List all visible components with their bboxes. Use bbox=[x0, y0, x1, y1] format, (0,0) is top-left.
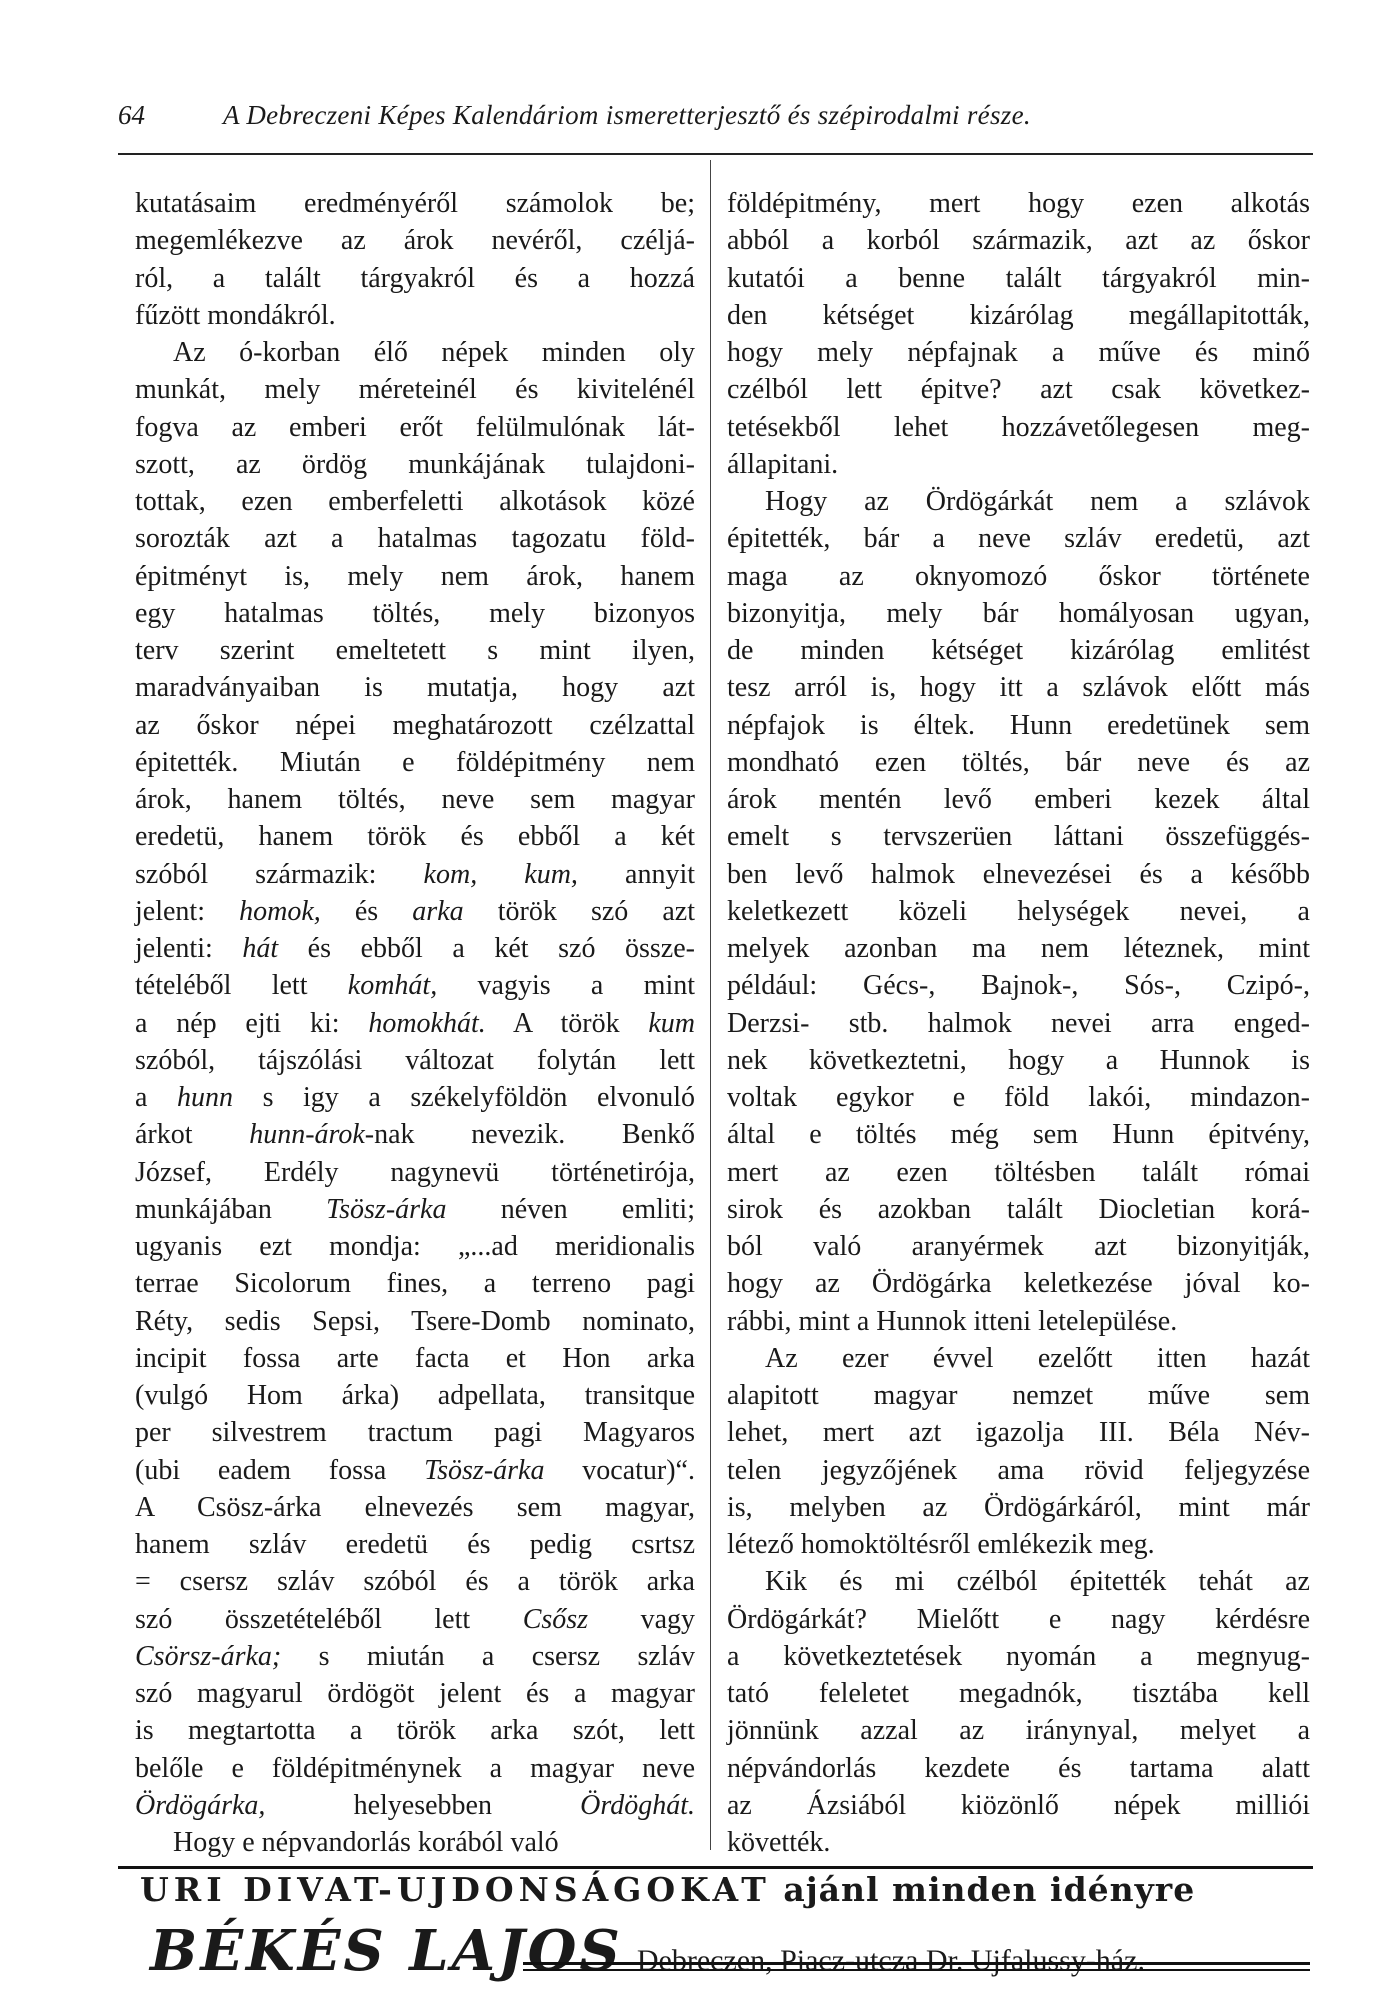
italic-term: kum bbox=[648, 1007, 696, 1039]
advertisement-merchant bbox=[150, 1918, 1145, 1984]
running-header bbox=[118, 100, 1313, 140]
text-line: József, Erdély nagynevü történetirója, bbox=[135, 1156, 695, 1188]
merchant-address: Debreczen, Piacz-utcza Dr. Ujfalussy-ház. bbox=[636, 1944, 1145, 1977]
right-column bbox=[727, 185, 1310, 1861]
text-line: földépitmény, mert hogy ezen alkotás bbox=[727, 188, 1310, 219]
text-line: (ubi eadem fossa Tsösz-árka vocatur)“. bbox=[135, 1454, 695, 1486]
running-title: A Debreczeni Képes Kalendáriom ismeretterjesztő és szépirodalmi része. bbox=[223, 100, 1031, 130]
text-line: által e töltés még sem Hunn épitvény, bbox=[727, 1119, 1310, 1151]
text-line: árok, hanem töltés, neve sem magyar bbox=[135, 784, 695, 815]
text-line: de minden kétséget kizárólag emlitést bbox=[727, 635, 1310, 666]
text-line: munkájában Tsösz-árka néven emliti; bbox=[135, 1193, 695, 1225]
text-line: tottak, ezen emberfeletti alkotások közé bbox=[135, 486, 695, 517]
text-line: is megtartotta a török arka szót, lett bbox=[135, 1715, 695, 1747]
text-line: munkát, mely méreteinél és kivitelénél bbox=[135, 374, 695, 406]
text-line: követték. bbox=[727, 1827, 831, 1858]
text-line: emelt s tervszerüen láttani összefüggés- bbox=[727, 821, 1310, 853]
column-divider bbox=[710, 160, 711, 1850]
italic-term: kom, kum, bbox=[423, 858, 578, 890]
text-line: ben levő halmok elnevezései és a később bbox=[727, 858, 1310, 890]
text-line: épitményt is, mely nem árok, hanem bbox=[135, 560, 695, 592]
page-number: 64 bbox=[118, 100, 145, 130]
text-line: alapitott magyar nemzet műve sem bbox=[727, 1380, 1310, 1411]
text-line: mondható ezen töltés, bár neve és az bbox=[727, 746, 1310, 778]
text-line: szóból, tájszólási változat folytán lett bbox=[135, 1044, 695, 1076]
italic-term: Csősz bbox=[522, 1603, 589, 1635]
italic-term: Ördögárka, bbox=[135, 1789, 266, 1821]
text-line: szó összetételéből lett Csősz vagy bbox=[135, 1603, 696, 1635]
text-line: hogy az Ördögárka keletkezése jóval ko- bbox=[727, 1268, 1310, 1300]
text-line: rábbi, mint a Hunnok itteni letelepülése. bbox=[727, 1305, 1178, 1337]
text-line: népfajok is éltek. Hunn eredetünek sem bbox=[727, 709, 1310, 741]
text-line: Az ó-korban élő népek minden oly bbox=[173, 337, 695, 368]
text-line: telen jegyzőjének ama rövid feljegyzése bbox=[727, 1454, 1310, 1486]
text-line: czélból lett épitve? azt csak következ- bbox=[727, 374, 1310, 406]
text-line: létező homoktöltésről emlékezik meg. bbox=[727, 1529, 1155, 1560]
italic-term: arka bbox=[412, 895, 464, 927]
text-line: megemlékezve az árok nevéről, czéljá- bbox=[135, 225, 695, 257]
text-line: népvándorlás kezdete és tartama alatt bbox=[727, 1752, 1310, 1784]
text-line: maradványaiban is mutatja, hogy azt bbox=[135, 672, 695, 704]
text-line: hogy mely népfajnak a műve és minő bbox=[727, 337, 1310, 368]
text-line: ról, a talált tárgyakról és a hozzá bbox=[135, 262, 695, 294]
text-line: az őskor népei meghatározott czélzattal bbox=[135, 709, 695, 741]
address-double-rule bbox=[523, 1962, 1310, 1971]
text-line: például: Gécs-, Bajnok-, Sós-, Czipó-, bbox=[727, 970, 1310, 1002]
italic-term: homokhát. bbox=[368, 1007, 486, 1039]
text-line: kutatói a benne talált tárgyakról min- bbox=[727, 262, 1310, 294]
text-line: szóból származik: kom, kum, annyit bbox=[135, 858, 696, 890]
text-line: eredetü, hanem török és ebből a két bbox=[135, 821, 695, 853]
text-line: szott, az ördög munkájának tulajdoni- bbox=[135, 448, 695, 480]
text-line: lehet, mert azt igazolja III. Béla Név- bbox=[727, 1417, 1310, 1449]
text-line: Az ezer évvel ezelőtt itten hazát bbox=[765, 1342, 1310, 1374]
text-line: terv szerint emeltetett s mint ilyen, bbox=[135, 635, 695, 666]
text-line: szó magyarul ördögöt jelent és a magyar bbox=[135, 1678, 695, 1709]
italic-term: homok, bbox=[239, 895, 321, 927]
italic-term: Tsösz-árka bbox=[326, 1193, 447, 1225]
text-line: a következtetések nyomán a megnyug- bbox=[727, 1640, 1310, 1672]
text-line: voltak egykor e föld lakói, mindazon- bbox=[727, 1082, 1310, 1113]
text-line: Csörsz-árka; s miután a csersz szláv bbox=[135, 1640, 695, 1672]
text-line: hanem szláv eredetü és pedig csrtsz bbox=[135, 1529, 695, 1560]
text-line: tesz arról is, hogy itt a szlávok előtt más bbox=[727, 672, 1310, 704]
text-line: kutatásaim eredményéről számolok be; bbox=[135, 188, 695, 219]
italic-term: komhát, bbox=[347, 970, 438, 1002]
text-line: épitették, bár a neve szláv eredetü, azt bbox=[727, 523, 1310, 555]
text-line: árkot hunn-árok-nak nevezik. Benkő bbox=[135, 1119, 696, 1151]
merchant-name: BÉKÉS LAJOS bbox=[150, 1918, 623, 1984]
italic-term: Tsösz-árka bbox=[424, 1454, 545, 1486]
text-line: tetésekből lehet hozzávetőlegesen meg- bbox=[727, 411, 1310, 443]
text-line: (vulgó Hom árka) adpellata, transitque bbox=[135, 1380, 695, 1411]
text-line: jelenti: hát és ebből a két szó össze- bbox=[135, 933, 695, 964]
italic-term: hát bbox=[242, 933, 279, 964]
text-line: állapitani. bbox=[727, 448, 839, 480]
text-line: melyek azonban ma nem léteznek, mint bbox=[727, 933, 1310, 964]
text-line: jelent: homok, és arka török szó azt bbox=[135, 895, 696, 927]
text-line: per silvestrem tractum pagi Magyaros bbox=[135, 1417, 695, 1449]
text-line: keletkezett közeli helységek nevei, a bbox=[727, 895, 1310, 927]
text-line: nek következtetni, hogy a Hunnok is bbox=[727, 1044, 1310, 1076]
advertisement-headline bbox=[140, 1870, 1310, 1909]
text-line: bizonyitja, mely bár homályosan ugyan, bbox=[727, 597, 1310, 629]
text-line: a nép ejti ki: homokhát. A török kum bbox=[135, 1007, 696, 1039]
text-line: fogva az emberi erőt felülmulónak lát- bbox=[135, 411, 695, 443]
text-line: Hogy e népvandorlás korából való bbox=[173, 1827, 559, 1858]
italic-term: Csörsz-árka; bbox=[135, 1640, 282, 1672]
text-line: egy hatalmas töltés, mely bizonyos bbox=[135, 597, 695, 629]
text-line: is, melyben az Ördögárkáról, mint már bbox=[727, 1491, 1310, 1523]
text-line: Réty, sedis Sepsi, Tsere-Domb nominato, bbox=[135, 1305, 695, 1337]
text-line: abból a korból származik, azt az őskor bbox=[727, 225, 1310, 257]
text-line: az Ázsiából kiözönlő népek milliói bbox=[727, 1789, 1310, 1821]
advertisement-rule bbox=[118, 1866, 1313, 1869]
text-line: épitették. Miután e földépitmény nem bbox=[135, 746, 695, 778]
text-line: Kik és mi czélból épitették tehát az bbox=[765, 1566, 1310, 1598]
text-line: = csersz szláv szóból és a török arka bbox=[135, 1566, 695, 1598]
text-line: ugyanis ezt mondja: „...ad meridionalis bbox=[135, 1231, 695, 1262]
left-column bbox=[135, 185, 695, 1861]
ad-headline-rest: ajánl minden idényre bbox=[783, 1870, 1196, 1909]
text-line: mert az ezen töltésben talált római bbox=[727, 1156, 1310, 1188]
text-line: árok mentén levő emberi kezek által bbox=[727, 784, 1310, 815]
text-line: ból való aranyérmek azt bizonyitják, bbox=[727, 1231, 1310, 1262]
text-line: Derzsi- stb. halmok nevei arra enged- bbox=[727, 1007, 1310, 1039]
text-line: maga az oknyomozó őskor története bbox=[727, 560, 1310, 592]
text-line: terrae Sicolorum fines, a terreno pagi bbox=[135, 1268, 695, 1300]
header-rule bbox=[118, 153, 1313, 155]
italic-term: hunn-árok bbox=[249, 1119, 365, 1151]
text-line: incipit fossa arte facta et Hon arka bbox=[135, 1342, 695, 1374]
text-line: Hogy az Ördögárkát nem a szlávok bbox=[765, 486, 1310, 517]
text-line: den kétséget kizárólag megállapitották, bbox=[727, 299, 1310, 331]
text-line: Ördögárkát? Mielőtt e nagy kérdésre bbox=[727, 1603, 1310, 1635]
text-line: a hunn s igy a székelyföldön elvonuló bbox=[135, 1082, 695, 1113]
text-line: fűzött mondákról. bbox=[135, 299, 336, 331]
text-line: sorozták azt a hatalmas tagozatu föld- bbox=[135, 523, 695, 555]
text-line: jönnünk azzal az iránynyal, melyet a bbox=[727, 1715, 1310, 1747]
ad-headline-caps: URI DIVAT-UJDONSÁGOKAT bbox=[140, 1870, 771, 1909]
text-line: tató feleletet megadnók, tisztába kell bbox=[727, 1678, 1310, 1709]
text-line: sirok és azokban talált Diocletian korá- bbox=[727, 1193, 1310, 1225]
italic-term: Ördöghát. bbox=[580, 1789, 695, 1821]
text-line: A Csösz-árka elnevezés sem magyar, bbox=[135, 1491, 695, 1523]
text-line: Ördögárka, helyesebben Ördöghát. bbox=[135, 1789, 695, 1821]
italic-term: hunn bbox=[177, 1082, 233, 1113]
text-line: belőle e földépitménynek a magyar neve bbox=[135, 1752, 695, 1784]
text-line: tételéből lett komhát, vagyis a mint bbox=[135, 970, 695, 1002]
